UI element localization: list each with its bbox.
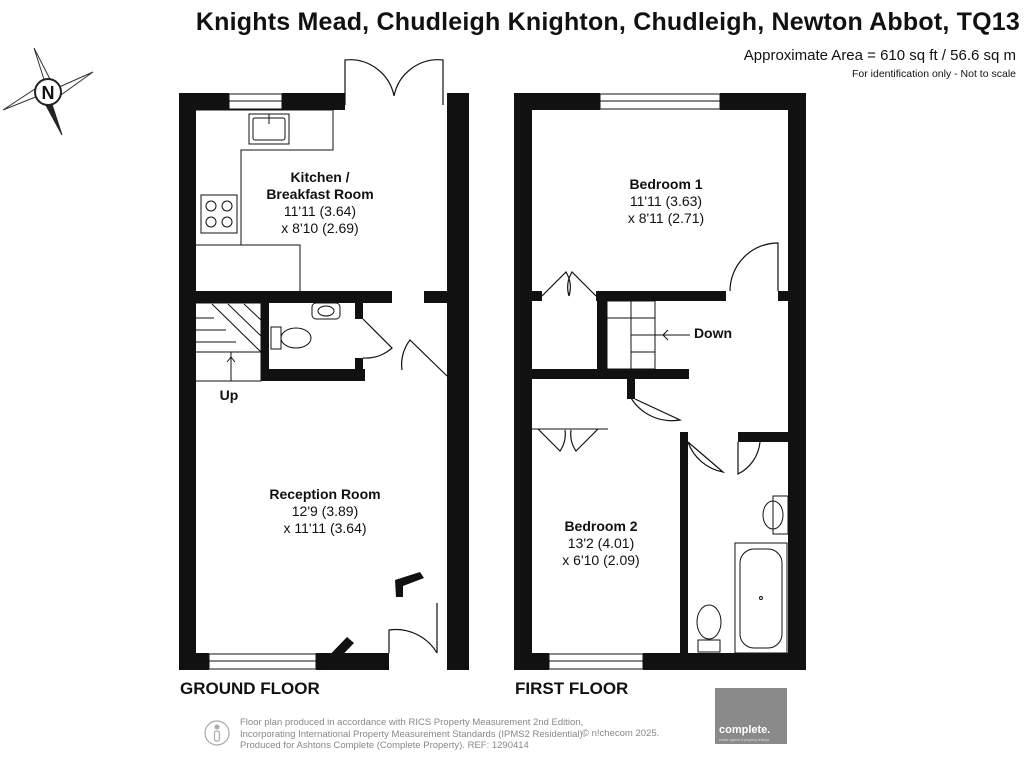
kitchen-sink-icon bbox=[249, 114, 289, 144]
room-bedroom2-name: Bedroom 2 bbox=[564, 518, 638, 534]
ground-stairs bbox=[196, 303, 261, 381]
wc-fixtures bbox=[271, 303, 340, 349]
measurement-standard-icon bbox=[204, 718, 230, 748]
footer-line-1: Floor plan produced in accordance with RICS Property Measurement 2nd Edition, bbox=[240, 717, 584, 728]
first-stairs-label: Down bbox=[693, 325, 733, 341]
logo-text: complete. bbox=[719, 724, 771, 736]
approximate-area: Approximate Area = 610 sq ft / 56.6 sq m bbox=[743, 47, 1016, 64]
hob-icon bbox=[201, 195, 237, 233]
room-kitchen-name-2: Breakfast Room bbox=[266, 186, 374, 202]
footer-line-2: Incorporating International Property Measurement Standards (IPMS2 Residential). bbox=[240, 728, 586, 740]
room-reception-name: Reception Room bbox=[269, 486, 381, 502]
compass-icon bbox=[3, 48, 93, 135]
room-reception-dim-1: 12'9 (3.89) bbox=[291, 503, 359, 519]
page-title: Knights Mead, Chudleigh Knighton, Chudleigh, Newton Abbot, TQ13 bbox=[195, 8, 1020, 36]
first-floor-label: FIRST FLOOR bbox=[515, 679, 629, 698]
room-bedroom1-dim-1: 11'11 (3.63) bbox=[629, 193, 703, 209]
room-reception-dim-2: x 11'11 (3.64) bbox=[283, 520, 367, 536]
room-bedroom1-dim-2: x 8'11 (2.71) bbox=[627, 210, 705, 226]
room-kitchen-dim-2: x 8'10 (2.69) bbox=[281, 220, 359, 236]
disclaimer: For identification only - Not to scale bbox=[852, 68, 1016, 80]
room-bedroom2-dim-2: x 6'10 (2.09) bbox=[562, 552, 640, 568]
logo-subtext: estate agents & property lettings bbox=[719, 738, 770, 742]
bathroom-fixtures bbox=[697, 496, 788, 653]
room-kitchen-dim-1: 11'11 (3.64) bbox=[283, 203, 357, 219]
first-stairs bbox=[607, 301, 690, 369]
room-bedroom2-dim-1: 13'2 (4.01) bbox=[567, 535, 635, 551]
footer-copyright: © n!checom 2025. bbox=[582, 728, 660, 739]
room-kitchen-name-1: Kitchen / bbox=[290, 169, 350, 185]
agent-logo bbox=[715, 688, 787, 744]
compass-north-label: N bbox=[41, 83, 55, 103]
kitchen-double-door bbox=[345, 60, 443, 105]
room-bedroom1-name: Bedroom 1 bbox=[629, 176, 703, 192]
ground-stairs-label: Up bbox=[219, 387, 239, 403]
ground-floor-label: GROUND FLOOR bbox=[180, 679, 320, 698]
footer-line-3: Produced for Ashtons Complete (Complete Property). REF: 1290414 bbox=[240, 740, 529, 751]
footer-disclaimer bbox=[240, 717, 585, 752]
